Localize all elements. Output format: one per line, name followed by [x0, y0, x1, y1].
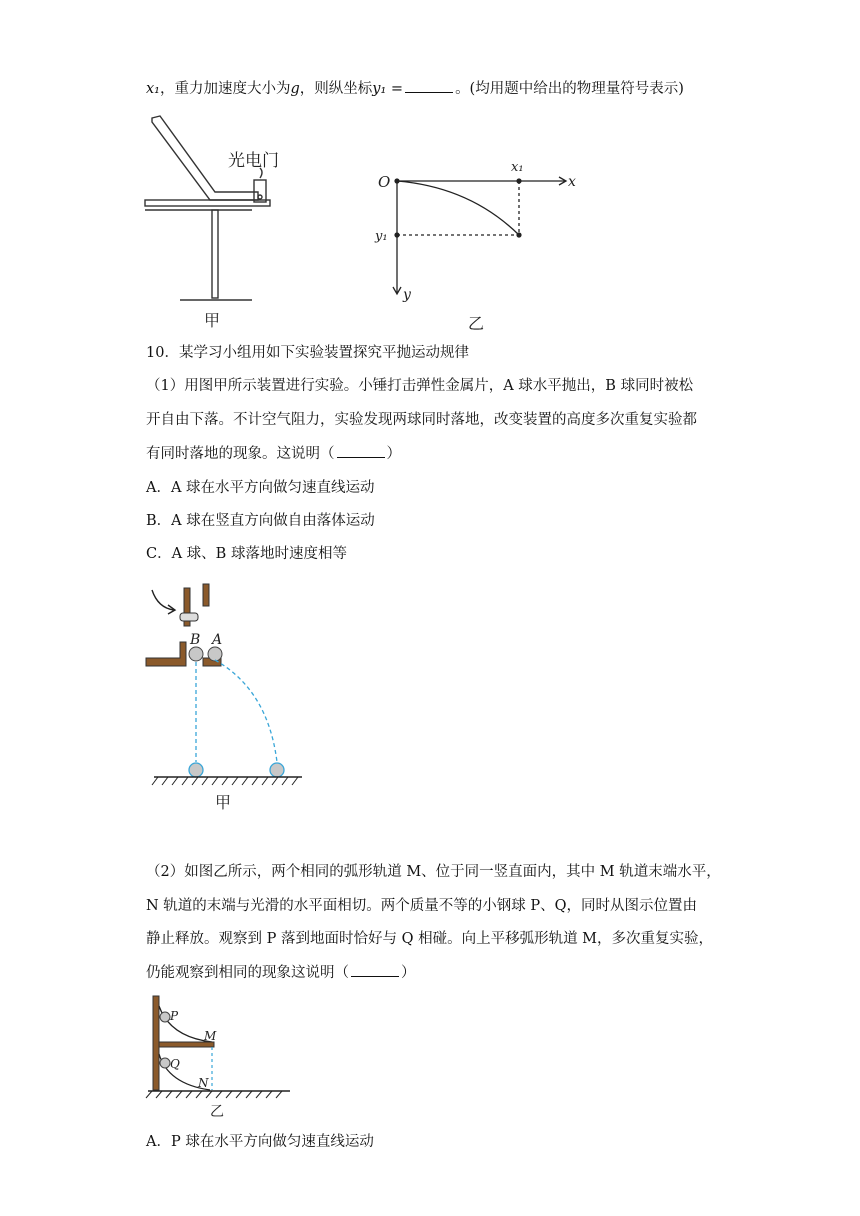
ball-p-label: P	[170, 1009, 179, 1023]
y-axis-label: y	[403, 287, 411, 303]
ball-b-label: B	[190, 632, 201, 648]
intro-text-a: ，重力加速度大小为	[160, 81, 291, 97]
right-figure-caption: 乙	[468, 314, 485, 333]
origin-label: O	[378, 173, 391, 191]
y1-label: y₁	[375, 229, 388, 244]
q10-p2-line1: （2）如图乙所示，两个相同的弧形轨道 M、位于同一竖直面内，其中 M 轨道末端水平，	[146, 864, 721, 880]
intro-line	[146, 78, 684, 99]
ball-q-label: Q	[170, 1057, 180, 1071]
option-c[interactable]: C．A 球、B 球落地时速度相等	[146, 546, 347, 562]
arc-tracks-figure	[140, 992, 300, 1122]
falling-balls-figure	[140, 580, 310, 820]
intro-text-b: ，则纵坐标	[299, 81, 373, 97]
trajectory-figure	[370, 155, 600, 335]
ball-a-label: A	[212, 632, 223, 648]
figure-yi-caption: 乙	[210, 1104, 224, 1120]
photogate-apparatus-figure	[140, 110, 290, 335]
q10-p2-line4-end: ）	[401, 965, 416, 981]
figure-jia-caption: 甲	[215, 793, 232, 812]
answer-blank[interactable]	[405, 78, 453, 93]
var-y1: y₁ =	[372, 81, 404, 97]
var-x1: x₁	[146, 81, 160, 97]
option-b[interactable]: B．A 球在竖直方向做自由落体运动	[146, 513, 375, 529]
q10-p2-line4	[146, 962, 416, 983]
intro-text-c: 。(均用题中给出的物理量符号表示)	[455, 81, 684, 97]
option2-a[interactable]: A．P 球在水平方向做匀速直线运动	[146, 1134, 374, 1150]
option-a[interactable]: A．A 球在水平方向做匀速直线运动	[146, 480, 375, 496]
x1-label: x₁	[511, 160, 524, 175]
left-figure-caption: 甲	[204, 311, 221, 330]
photogate-label: 光电门	[228, 151, 279, 171]
q10-p1-line2: 开自由下落。不计空气阻力，实验发现两球同时落地，改变装置的高度多次重复实验都	[146, 412, 697, 428]
q10-p2-line3: 静止释放。观察到 P 落到地面时恰好与 Q 相碰。向上平移弧形轨道 M，多次重复实验，	[146, 931, 714, 947]
track-n-label: N	[198, 1076, 209, 1090]
q10-p2-answer-blank[interactable]	[351, 962, 399, 977]
q10-p1-line3	[146, 443, 401, 464]
q10-p1-line3-end: ）	[386, 446, 401, 462]
x-axis-label: x	[568, 174, 576, 190]
q10-p1-line1: （1）用图甲所示装置进行实验。小锤打击弹性金属片，A 球水平抛出，B 球同时被松	[146, 378, 694, 394]
track-m-label: M	[204, 1029, 217, 1043]
q10-p2-line2: N 轨道的末端与光滑的水平面相切。两个质量不等的小钢球 P、Q，同时从图示位置由	[146, 898, 698, 914]
q10-p2-line4-text: 仍能观察到相同的现象这说明（	[146, 965, 349, 981]
var-g: g	[290, 81, 300, 97]
q10-p1-answer-blank[interactable]	[337, 443, 385, 458]
q10-p1-line3-text: 有同时落地的现象。这说明（	[146, 446, 335, 462]
q10-title: 10．某学习小组用如下实验装置探究平抛运动规律	[146, 345, 469, 361]
